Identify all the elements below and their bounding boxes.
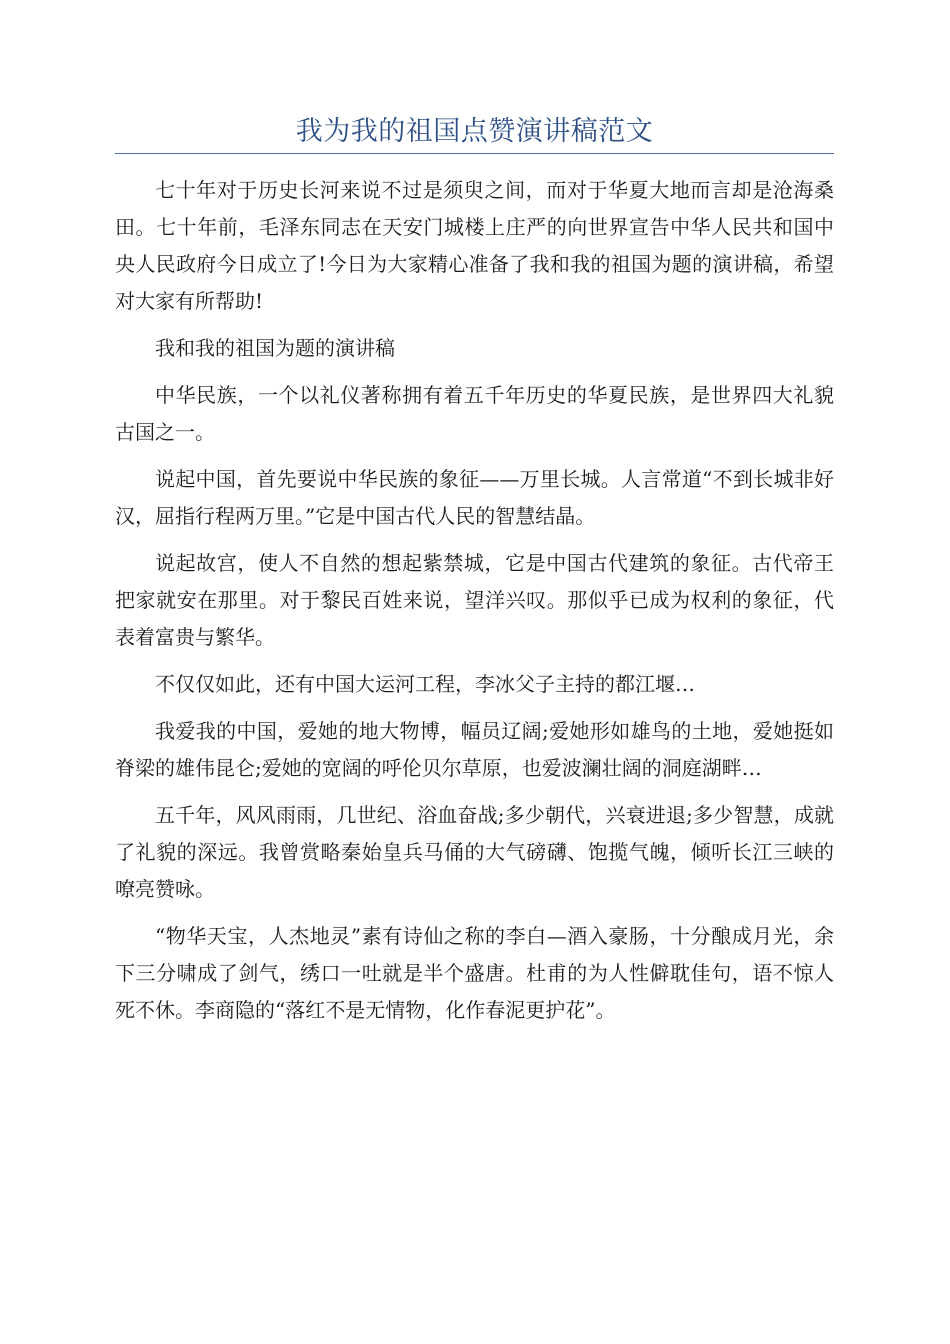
paragraph-subtitle: 我和我的祖国为题的演讲稿 bbox=[155, 336, 395, 360]
paragraph-intro: 七十年对于历史长河来说不过是须臾之间，而对于华夏大地而言却是沧海桑田。七十年前，毛泽东同志在天安门城楼上庄严的向世界宣告中华人民共和国中央人民政府今日成立了!今日为大家精心准备了我和我的祖国为题的演讲稿，希望对大家有所帮助! bbox=[115, 178, 834, 313]
document-title: 我为我的祖国点赞演讲稿范文 bbox=[295, 116, 654, 147]
title-underline bbox=[115, 153, 834, 154]
paragraph: 五千年，风风雨雨，几世纪、浴血奋战;多少朝代，兴衰进退;多少智慧，成就了礼貌的深远。我曾赏略秦始皇兵马俑的大气磅礴、饱揽气魄，倾听长江三峡的嘹亮赞咏。 bbox=[115, 803, 834, 901]
paragraph: 说起中国，首先要说中华民族的象征——万里长城。人言常道“不到长城非好汉，屈指行程两万里。”它是中国古代人民的智慧结晶。 bbox=[115, 467, 834, 528]
paragraph: 中华民族，一个以礼仪著称拥有着五千年历史的华夏民族，是世界四大礼貌古国之一。 bbox=[115, 383, 834, 444]
paragraph: “物华天宝，人杰地灵”素有诗仙之称的李白—酒入豪肠，十分酿成月光，余下三分啸成了剑气，绣口一吐就是半个盛唐。杜甫的为人性僻耽佳句，语不惊人死不休。李商隐的“落红不是无情物，化作春泥更护花”。 bbox=[115, 924, 834, 1022]
document-body bbox=[115, 172, 834, 1039]
paragraph: 不仅仅如此，还有中国大运河工程，李冰父子主持的都江堰… bbox=[155, 672, 695, 696]
paragraph: 我爱我的中国，爱她的地大物博，幅员辽阔;爱她形如雄鸟的土地，爱她挺如脊梁的雄伟昆仑;爱她的宽阔的呼伦贝尔草原，也爱波澜壮阔的洞庭湖畔… bbox=[115, 719, 834, 780]
paragraph: 说起故宫，使人不自然的想起紫禁城，它是中国古代建筑的象征。古代帝王把家就安在那里。对于黎民百姓来说，望洋兴叹。那似乎已成为权利的象征，代表着富贵与繁华。 bbox=[115, 551, 834, 649]
